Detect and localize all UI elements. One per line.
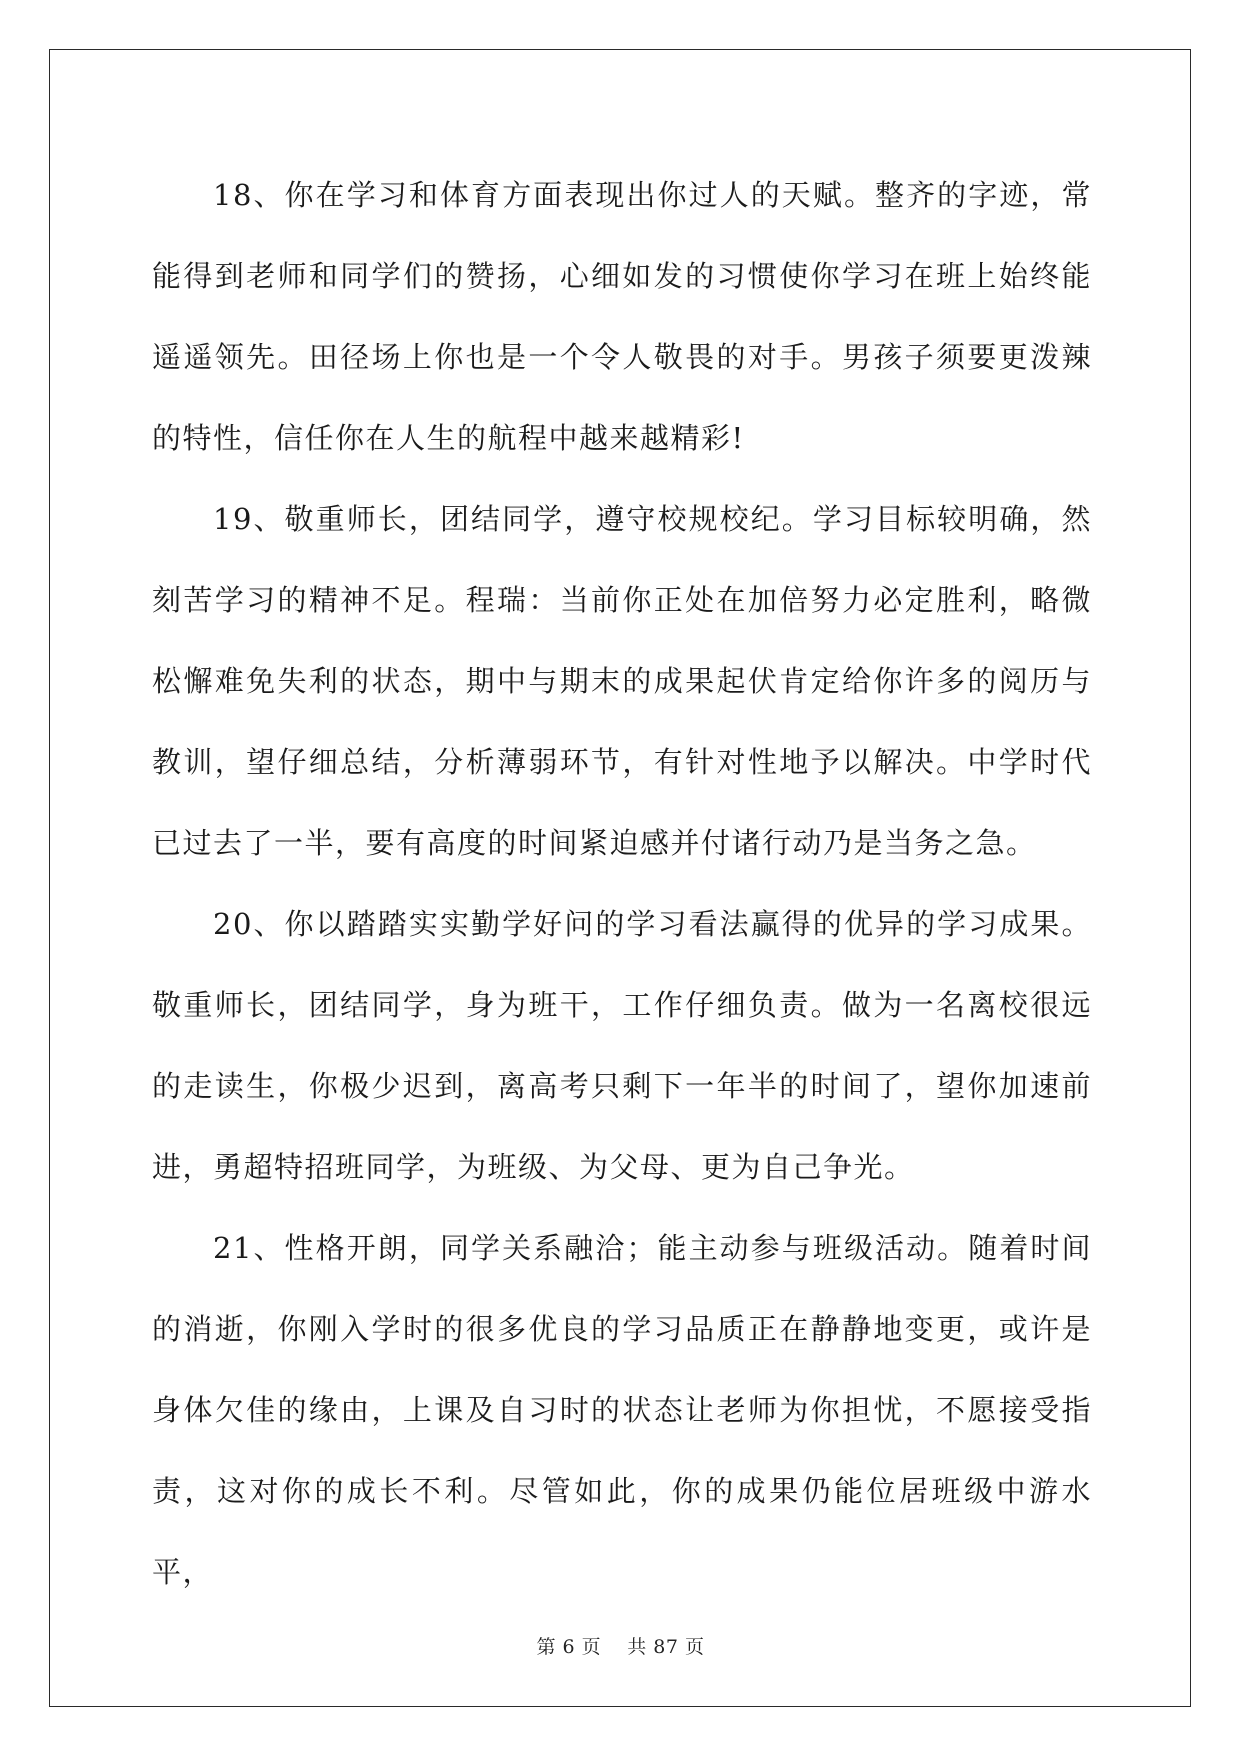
document-body (152, 155, 1092, 1613)
paragraph-21: 21、性格开朗，同学关系融洽；能主动参与班级活动。随着时间的消逝，你刚入学时的很多优良的学习品质正在静静地变更，或许是身体欠佳的缘由，上课及自习时的状态让老师为你担忧，不愿接受指责，这对你的成长不利。尽管如此，你的成果仍能位居班级中游水平， (152, 1231, 1092, 1589)
paragraph-19: 19、敬重师长，团结同学，遵守校规校纪。学习目标较明确，然刻苦学习的精神不足。程瑞：当前你正处在加倍努力必定胜利，略微松懈难免失利的状态，期中与期末的成果起伏肯定给你许多的阅历与教训，望仔细总结，分析薄弱环节，有针对性地予以解决。中学时代已过去了一半，要有高度的时间紧迫感并付诸行动乃是当务之急。 (152, 502, 1092, 860)
paragraph-20: 20、你以踏踏实实勤学好问的学习看法赢得的优异的学习成果。敬重师长，团结同学，身为班干，工作仔细负责。做为一名离校很远的走读生，你极少迟到，离高考只剩下一年半的时间了，望你加速前进，勇超特招班同学，为班级、为父母、更为自己争光。 (152, 907, 1092, 1184)
page-number-footer: 第 6 页 共 87 页 (536, 1636, 705, 1658)
paragraph-18: 18、你在学习和体育方面表现出你过人的天赋。整齐的字迹，常能得到老师和同学们的赞扬，心细如发的习惯使你学习在班上始终能遥遥领先。田径场上你也是一个令人敬畏的对手。男孩子须要更泼辣的特性，信任你在人生的航程中越来越精彩! (152, 178, 1092, 455)
